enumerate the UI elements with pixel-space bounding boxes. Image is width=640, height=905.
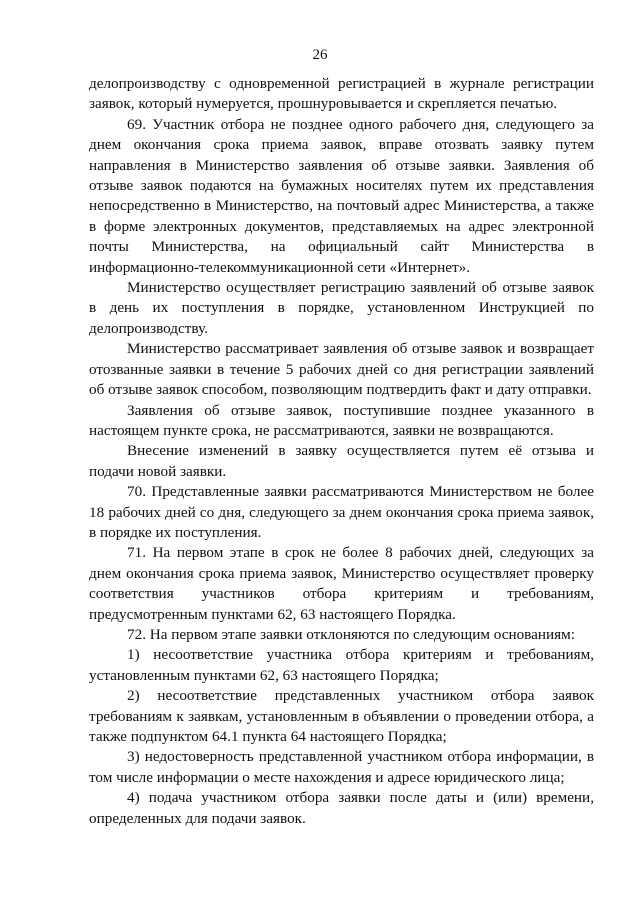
paragraph-changes: Внесение изменений в заявку осуществляется путем её отзыва и подачи новой заявки. (89, 442, 594, 480)
paragraph-review-withdrawals: Министерство рассматривает заявления об отзыве заявок и возвращает отозванные заявки в течение 5 рабочих дней со дня регистрации заявлений об отзыве заявок способом, позволяющим подтвердить факт и дату отправки. (89, 340, 594, 399)
paragraph-71: 71. На первом этапе в срок не более 8 рабочих дней, следующих за днем окончания срока приема заявок, Министерство осуществляет проверку соответствия участников отбора критериям и требованиям, предусмотренным пунктами 62, 63 настоящего Порядка. (89, 544, 594, 623)
paragraph-continuation: делопроизводству с одновременной регистрацией в журнале регистрации заявок, который нумеруется, прошнуровывается и скрепляется печатью. (89, 75, 594, 113)
list-item-1: 1) несоответствие участника отбора критериям и требованиям, установленным пунктами 62, 63 настоящего Порядка; (89, 646, 594, 684)
paragraph-late-withdrawals: Заявления об отзыве заявок, поступившие позднее указанного в настоящем пункте срока, не рассматриваются, заявки не возвращаются. (89, 401, 594, 439)
list-item-3: 3) недостоверность представленной участником отбора информации, в том числе информации о месте нахождения и адресе юридического лица; (89, 748, 594, 786)
list-item-2: 2) несоответствие представленных участником отбора заявок требованиям к заявкам, установленным в объявлении о проведении отбора, а также подпунктом 64.1 пункта 64 настоящего Порядка; (89, 687, 594, 745)
page-number: 26 (312, 47, 328, 63)
paragraph-70: 70. Представленные заявки рассматриваются Министерством не более 18 рабочих дней со дня, следующего за днем окончания срока приема заявок, в порядке их поступления. (89, 483, 594, 541)
paragraph-72: 72. На первом этапе заявки отклоняются по следующим основаниям: (127, 625, 575, 643)
document-body (89, 74, 594, 829)
paragraph-registration: Министерство осуществляет регистрацию заявлений об отзыве заявок в день их поступления в порядке, установленном Инструкцией по делопроизводству. (89, 279, 594, 337)
list-item-4: 4) подача участником отбора заявки после даты и (или) времени, определенных для подачи заявок. (89, 789, 594, 827)
paragraph-69: 69. Участник отбора не позднее одного рабочего дня, следующего за днем окончания срока приема заявок, вправе отозвать заявку путем направления в Министерство заявления об отзыве заявки. Заявления об отзыве заявок подаются на бумажных носителях путем их представления непосредственно в Министерство, на почтовый адрес Министерства, а также в форме электронных документов, представляемых на адрес электронной почты Министерства, на официальный сайт Министерства в информационно-телекоммуникационной сети «Интернет». (89, 115, 594, 276)
